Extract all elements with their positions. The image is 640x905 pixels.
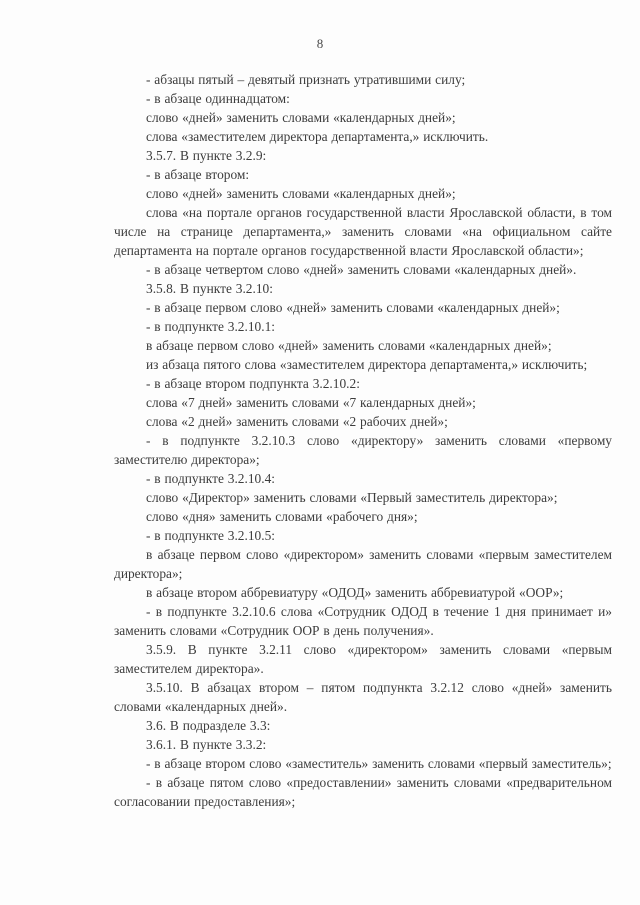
paragraph: - в абзаце втором слово «заместитель» заменить словами «первый заместитель»; [146,756,612,771]
paragraph: - абзацы пятый – девятый признать утратившими силу; [146,72,466,87]
paragraph: - в абзаце первом слово «дней» заменить словами «календарных дней»; [146,300,560,315]
paragraph: 3.5.10. В абзацах втором – пятом подпункта 3.2.12 слово «дней» заменить словами «календарных дней». [114,680,612,714]
paragraph: слова «заместителем директора департамента,» исключить. [146,129,489,144]
paragraph: - в абзаце пятом слово «предоставлении» заменить словами «предварительном согласовании предоставления»; [114,775,612,809]
paragraph: слово «Директор» заменить словами «Первый заместитель директора»; [146,490,558,505]
paragraph: слова «7 дней» заменить словами «7 календарных дней»; [146,395,476,410]
paragraph: - в подпункте 3.2.10.1: [146,319,276,334]
paragraph: слова «на портале органов государственной власти Ярославской области, в том числе на странице департамента,» заменить словами «на официальном сайте департамента на портале органов государственной власти Ярославской области»; [114,205,612,258]
paragraph: - в абзаце четвертом слово «дней» заменить словами «календарных дней». [146,262,577,277]
paragraph: из абзаца пятого слова «заместителем директора департамента,» исключить; [146,357,588,372]
paragraph: слово «дней» заменить словами «календарных дней»; [146,186,456,201]
paragraph: - в абзаце одиннадцатом: [146,91,290,106]
paragraph: - в абзаце втором подпункта 3.2.10.2: [146,376,360,391]
page-number: 8 [316,36,324,51]
paragraph: 3.5.7. В пункте 3.2.9: [146,148,267,163]
paragraph: - в подпункте 3.2.10.3 слово «директору» заменить словами «первому заместителю директора»; [114,433,612,467]
paragraph: - в подпункте 3.2.10.6 слова «Сотрудник ОДОД в течение 1 дня принимает и» заменить словами «Сотрудник ООР в день получения». [114,604,612,638]
paragraph: - в подпункте 3.2.10.4: [146,471,276,486]
paragraph: в абзаце втором аббревиатуру «ОДОД» заменить аббревиатурой «ООР»; [146,585,564,600]
document-body [114,70,612,811]
paragraph: в абзаце первом слово «директором» заменить словами «первым заместителем директора»; [114,547,612,581]
paragraph: - в абзаце втором: [146,167,250,182]
paragraph: слово «дня» заменить словами «рабочего дня»; [146,509,418,524]
paragraph: - в подпункте 3.2.10.5: [146,528,276,543]
paragraph: в абзаце первом слово «дней» заменить словами «календарных дней»; [146,338,552,353]
paragraph: 3.5.9. В пункте 3.2.11 слово «директором» заменить словами «первым заместителем директора». [114,642,612,676]
paragraph: 3.6.1. В пункте 3.3.2: [146,737,267,752]
paragraph: 3.6. В подразделе 3.3: [146,718,271,733]
paragraph: слова «2 дней» заменить словами «2 рабочих дней»; [146,414,448,429]
paragraph: слово «дней» заменить словами «календарных дней»; [146,110,456,125]
paragraph: 3.5.8. В пункте 3.2.10: [146,281,273,296]
